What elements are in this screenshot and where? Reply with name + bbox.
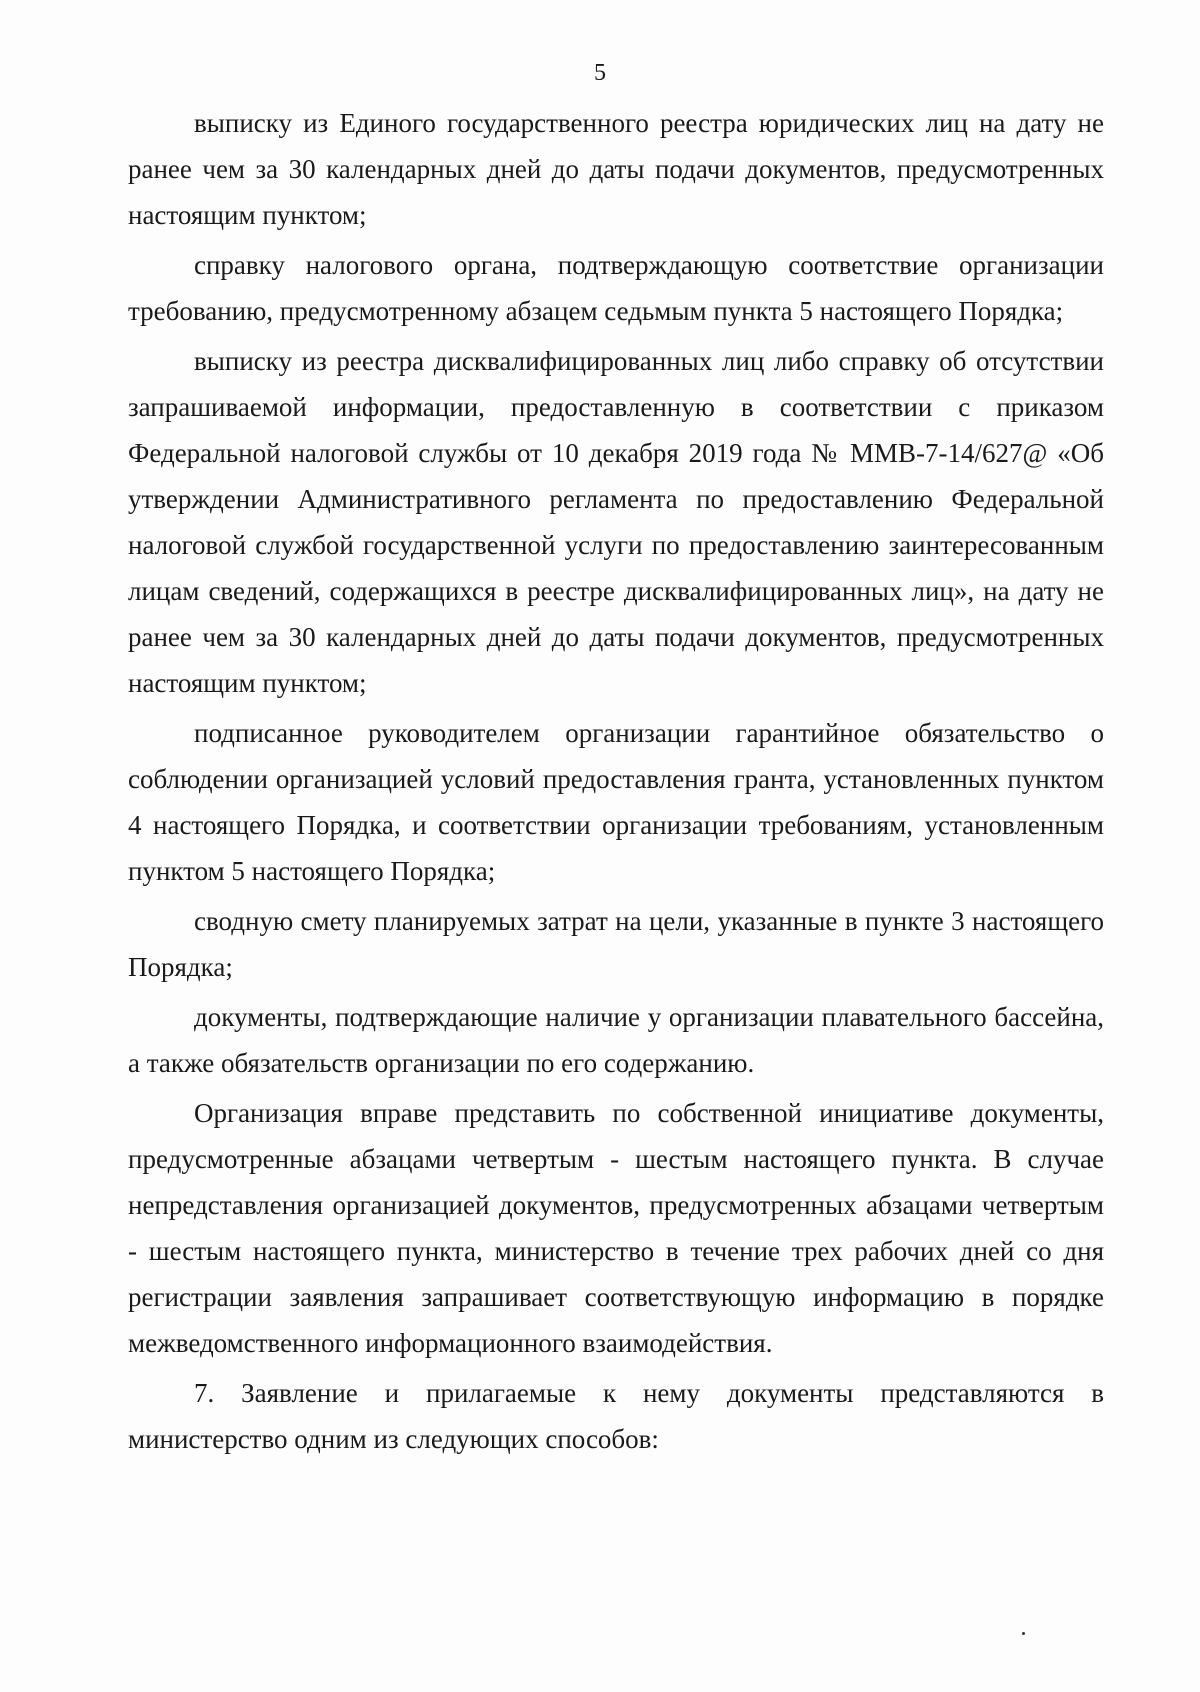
paragraph-own-initiative: Организация вправе представить по собственной инициативе документы, предусмотренные абзацами четвертым - шестым настоящего пункта. В случае непредставления организацией документов, предусмотренных абзацами четвертым - шестым настоящего пункта, министерство в течение трех рабочих дней со дня регистрации заявления запрашивает соответствующую информацию в порядке межведомственного информационного взаимодействия. (128, 1098, 1104, 1358)
paragraph-disqualified-registry: выписку из реестра дисквалифицированных лиц либо справку об отсутствии запрашиваемой информации, предоставленную в соответствии с приказом Федеральной налоговой службы от 10 декабря 2019 года № ММВ-7-14/627@ «Об утверждении Административного регламента по предоставлению Федеральной налоговой службой государственной услуги по предоставлению заинтересованным лицам сведений, содержащихся в реестре дисквалифицированных лиц», на дату не ранее чем за 30 календарных дней до даты подачи документов, предусмотренных настоящим пунктом; (128, 346, 1104, 698)
page-number: 5 (594, 60, 606, 86)
scan-speck (1022, 1632, 1025, 1635)
paragraph-tax-certificate: справку налогового органа, подтверждающую соответствие организации требованию, предусмотренному абзацем седьмым пункта 5 настоящего Порядка; (128, 250, 1104, 326)
paragraph-submission-methods: 7. Заявление и прилагаемые к нему документы представляются в министерство одним из следующих способов: (128, 1378, 1104, 1454)
paragraph-egrul-extract: выписку из Единого государственного реестра юридических лиц на дату не ранее чем за 30 календарных дней до даты подачи документов, предусмотренных настоящим пунктом; (128, 108, 1104, 230)
document-body (128, 100, 1104, 1466)
paragraph-guarantee-obligation: подписанное руководителем организации гарантийное обязательство о соблюдении организацией условий предоставления гранта, установленных пунктом 4 настоящего Порядка, и соответствии организации требованиям, установленным пунктом 5 настоящего Порядка; (128, 718, 1104, 886)
paragraph-cost-estimate: сводную смету планируемых затрат на цели, указанные в пункте 3 настоящего Порядка; (128, 906, 1104, 982)
paragraph-pool-documents: документы, подтверждающие наличие у организации плавательного бассейна, а также обязательств организации по его содержанию. (128, 1002, 1104, 1078)
